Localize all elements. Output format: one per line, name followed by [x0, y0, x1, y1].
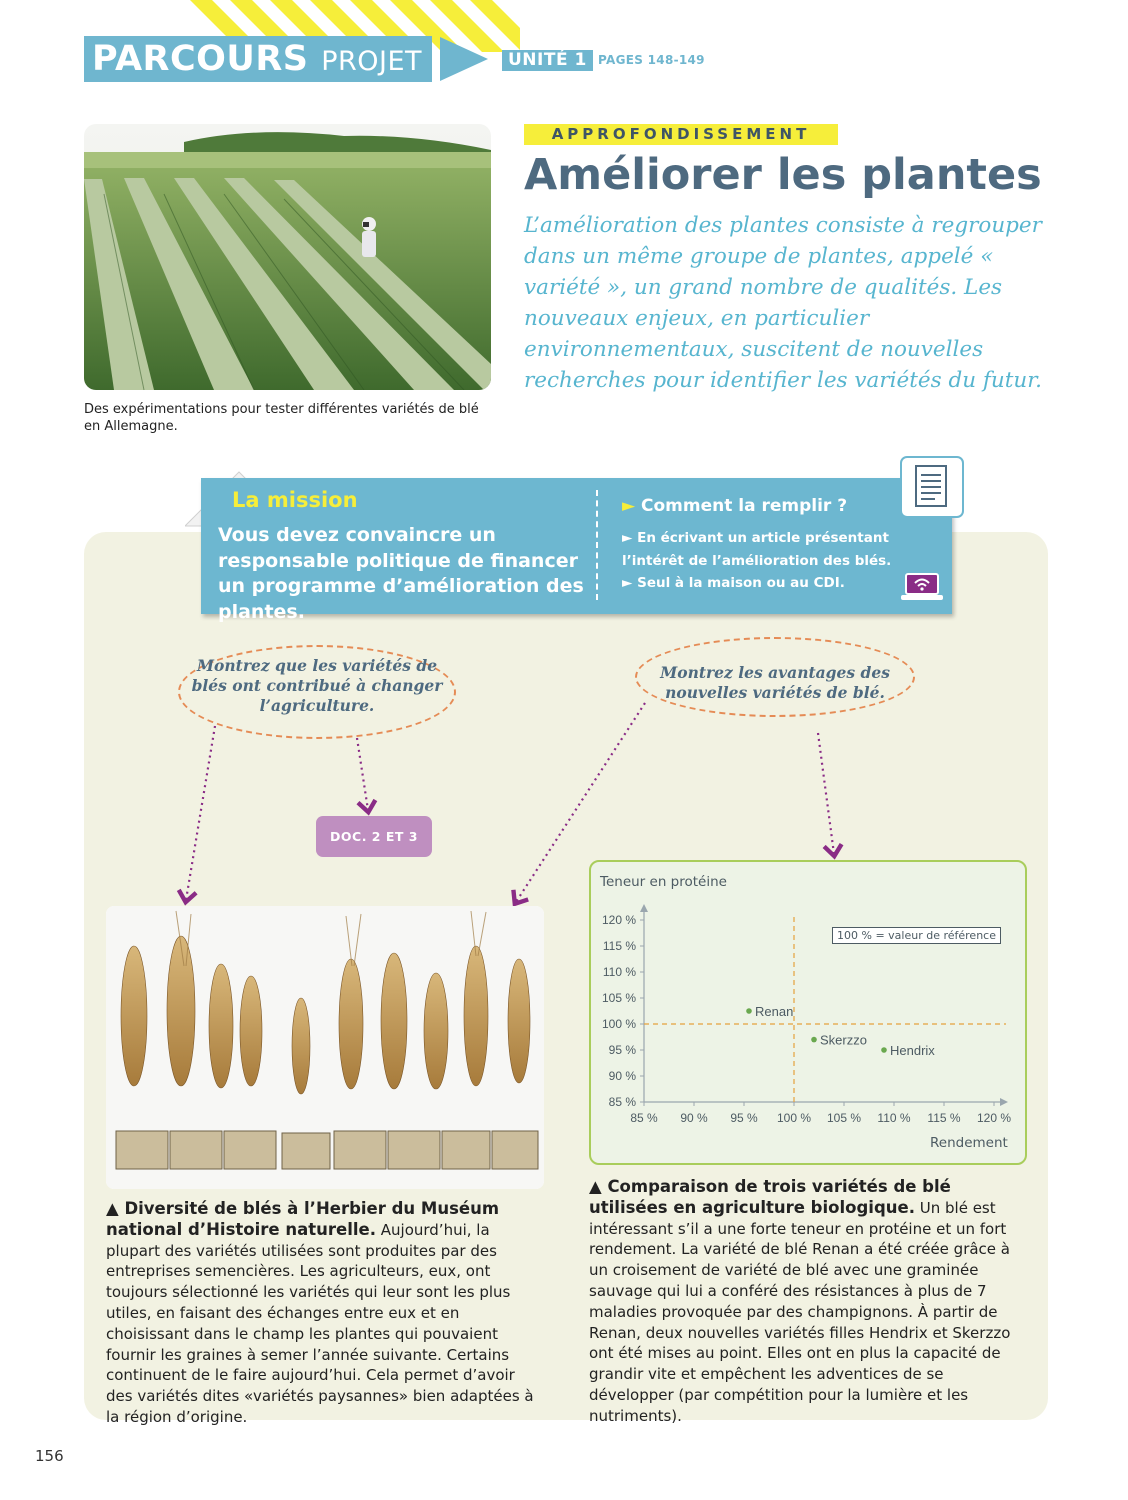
x-tick-label: 90 % [680, 1111, 708, 1125]
chart-caption-title: Comparaison de trois variétés de blé utilisées en agriculture biologique. [589, 1177, 951, 1217]
y-tick-label: 115 % [602, 939, 636, 953]
scatter-chart [589, 860, 1027, 1165]
y-tick-label: 85 % [608, 1095, 636, 1109]
triangle-right-icon: ► [622, 530, 638, 546]
x-tick-label: 100 % [776, 1111, 812, 1125]
y-axis-arrow [640, 904, 648, 912]
chart-x-axis-label: Rendement [930, 1135, 1008, 1151]
photo-caption: Des expérimentations pour tester différentes variétés de blé en Allemagne. [84, 402, 479, 434]
y-tick-label: 110 % [602, 965, 636, 979]
x-tick-label: 115 % [927, 1111, 961, 1125]
how-line-2: ► Seul à la maison ou au CDI. [622, 575, 845, 591]
data-label-renan: Renan [755, 1004, 794, 1019]
doc-2-3-button[interactable]: DOC. 2 ET 3 [316, 816, 432, 857]
data-point-hendrix [881, 1047, 887, 1053]
wheat-herbarium-photo [106, 906, 544, 1189]
chart-caption-body: Un blé est intéressant s’il a une forte teneur en protéine et un fort rendement. La variété de blé Renan a été créée grâce à un croisement de variété de blé avec une graminée sauvage qui lui a conféré des résistances à plus de 7 maladies provoquée par des champignons. À partir de Renan, deux nouvelles variétés filles Hendrix et Skerzzo ont été mises au point. Elles ont en plus la capacité de grandir vite et empêchent les adventices de se développer (par compétition pour la lumière et les nutriments). [589, 1198, 1011, 1425]
chart-y-axis-label: Teneur en protéine [600, 874, 727, 890]
x-axis-arrow [1000, 1098, 1008, 1106]
bubble-right: Montrez les avantages des nouvelles variétés de blé. [635, 637, 915, 717]
x-tick-label: 110 % [877, 1111, 911, 1125]
data-point-skerzzo [811, 1037, 817, 1043]
how-title-text: Comment la remplir ? [641, 496, 848, 516]
data-label-skerzzo: Skerzzo [820, 1032, 867, 1048]
chart-caption [589, 1177, 1029, 1427]
wheat-caption-title: Diversité de blés à l’Herbier du Muséum national d’Histoire naturelle. [106, 1199, 500, 1239]
y-tick-label: 105 % [601, 991, 636, 1005]
page-number: 156 [35, 1447, 64, 1465]
parcours-label: PARCOURS [92, 39, 309, 79]
unit-badge: UNITÉ 1 [502, 50, 593, 71]
y-tick-label: 120 % [601, 913, 636, 927]
triangle-right-icon: ► [622, 496, 636, 516]
x-tick-label: 105 % [826, 1111, 862, 1125]
x-tick-label: 85 % [630, 1111, 658, 1125]
wheat-caption [106, 1199, 538, 1428]
projet-label: PROJET [321, 46, 422, 77]
y-tick-label: 90 % [608, 1069, 636, 1083]
intro-text: L’amélioration des plantes consiste à regrouper dans un même groupe de plantes, appelé « variété », un grand nombre de qualités. Les nouveaux enjeux, en particulier environnementaux, suscitent de nouvelles recherches pour identifier les variétés du futur. [524, 213, 1042, 393]
data-point-renan [746, 1008, 752, 1014]
y-tick-label: 95 % [608, 1043, 636, 1057]
chart-reference-note: 100 % = valeur de référence [832, 927, 1001, 944]
data-label-hendrix: Hendrix [890, 1043, 935, 1058]
bubble-left: Montrez que les variétés de blés ont contribué à changer l’agriculture. [178, 645, 456, 739]
y-tick-label: 100 % [601, 1017, 636, 1031]
mission-title: La mission [232, 488, 358, 512]
x-tick-label: 120 % [976, 1111, 1012, 1125]
x-tick-label: 95 % [730, 1111, 758, 1125]
section-tag: APPROFONDISSEMENT [524, 124, 838, 145]
mission-text: Vous devez convaincre un responsable politique de financer un programme d’amélioration des plantes. [218, 524, 584, 623]
triangle-right-icon: ► [622, 575, 638, 591]
how-line-1: ► En écrivant un article présentant l’intérêt de l’amélioration des blés. [622, 530, 892, 569]
triangle-up-icon: ▲ [106, 1199, 125, 1218]
triangle-up-icon: ▲ [589, 1177, 608, 1196]
page-title: Améliorer les plantes [524, 150, 1042, 200]
wheat-caption-body: Aujourd’hui, la plupart des variétés utilisées sont produites par des entreprises semencières. Les agriculteurs, eux, ont toujours sélectionné les variétés qui leur sont les plus utiles, en faisant des échanges entre eux et en choisissant dans le champ les plantes qui pouvaient fournir les graines à semer l’année suivante. Certains continuent de le faire aujourd’hui. Cela permet d’avoir des variétés dites «variétés paysannes» bien adaptées à la région d’origine. [106, 1220, 534, 1426]
pages-reference: PAGES 148-149 [598, 53, 705, 67]
